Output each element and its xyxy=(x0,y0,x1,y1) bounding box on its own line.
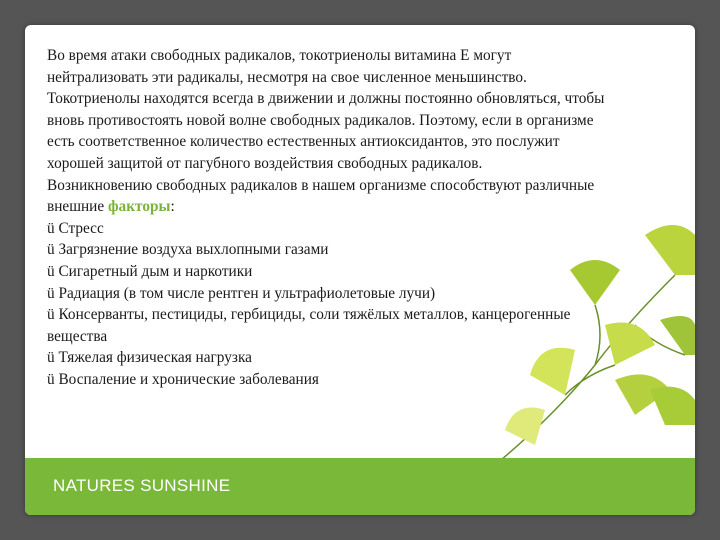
list-item: ü Консерванты, пестициды, гербициды, соли тяжёлых металлов, канцерогенные вещества xyxy=(47,306,571,345)
check-icon: ü xyxy=(47,219,55,237)
factors-intro-prefix: Возникновению свободных радикалов в нашем организме способствуют различные внешние xyxy=(47,176,595,216)
check-icon: ü xyxy=(47,262,55,280)
check-icon: ü xyxy=(47,370,55,388)
check-icon: ü xyxy=(47,306,55,324)
factors-intro-suffix: : xyxy=(170,198,175,216)
list-item: ü Тяжелая физическая нагрузка xyxy=(47,349,252,367)
footer-bar xyxy=(25,458,695,515)
list-item: ü Воспаление и хронические заболевания xyxy=(47,370,319,388)
intro-paragraph: Во время атаки свободных радикалов, токотриенолы витамина Е могут нейтрализовать эти радикалы, несмотря на свое численное меньшинство. Токотриенолы находятся всегда в движении и должны постоянно обновляться, чтобы вновь противостоять новой волне свободных радикалов. Поэтому, если в организме есть соответственное количество естественных антиоксидантов, это послужит хорошей защитой от пагубного воздействия свободных радикалов. xyxy=(47,47,605,172)
slide xyxy=(25,25,695,515)
factors-intro xyxy=(47,175,607,218)
factors-highlight: факторы xyxy=(107,198,171,216)
slide-text xyxy=(47,45,607,391)
check-icon: ü xyxy=(47,349,55,367)
list-item: ü Сигаретный дым и наркотики xyxy=(47,262,253,280)
list-item: ü Радиация (в том числе рентген и ультрафиолетовые лучи) xyxy=(47,284,436,302)
brand-logo: NATURES SUNSHINE xyxy=(53,476,231,495)
list-item: ü Загрязнение воздуха выхлопными газами xyxy=(47,241,329,259)
check-icon: ü xyxy=(47,241,55,259)
list-item: ü Стресс xyxy=(47,219,104,237)
check-icon: ü xyxy=(47,284,55,302)
